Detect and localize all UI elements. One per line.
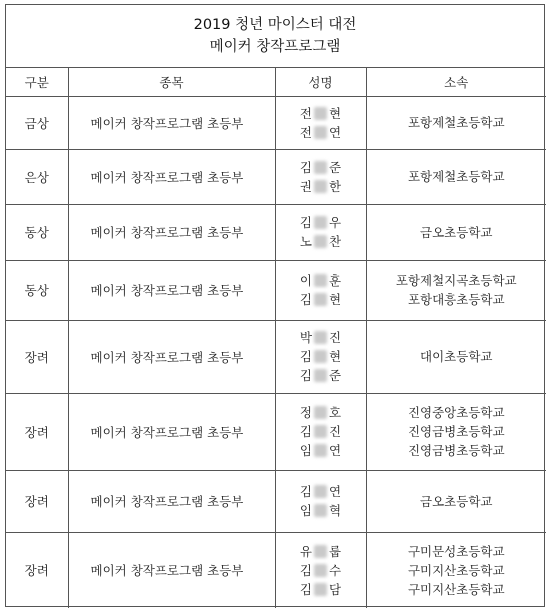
title-line-1: 2019 청년 마이스터 대전 bbox=[193, 17, 357, 33]
event-cell: 메이커 창작프로그램 초등부 bbox=[68, 532, 275, 608]
award-cell: 장려 bbox=[6, 393, 68, 470]
redaction-blur bbox=[314, 369, 327, 382]
school-name: 포항제철초등학교 bbox=[407, 115, 505, 130]
redaction-blur bbox=[314, 564, 327, 577]
name-first-char: 김 bbox=[299, 215, 312, 230]
name-first-char: 권 bbox=[299, 178, 312, 194]
award-cell: 장려 bbox=[6, 320, 68, 393]
school-name: 금오초등학교 bbox=[420, 224, 493, 240]
table-body bbox=[6, 96, 546, 608]
school-name: 포항제철초등학교 bbox=[407, 169, 505, 184]
person-name bbox=[300, 581, 341, 598]
name-last-char: 연 bbox=[329, 443, 342, 458]
table-row bbox=[6, 96, 546, 149]
award-cell: 금상 bbox=[6, 96, 68, 149]
name-first-char: 임 bbox=[299, 443, 312, 458]
name-last-char: 현 bbox=[329, 105, 342, 121]
name-last-char: 혁 bbox=[329, 503, 342, 518]
name-first-char: 김 bbox=[299, 159, 312, 175]
table-row bbox=[6, 260, 546, 320]
names-cell bbox=[275, 470, 366, 532]
names-cell bbox=[275, 96, 366, 149]
redaction-blur bbox=[314, 235, 327, 248]
names-cell bbox=[275, 532, 366, 608]
person-name bbox=[300, 329, 341, 346]
person-name bbox=[300, 159, 341, 176]
name-first-char: 김 bbox=[299, 581, 312, 597]
name-first-char: 정 bbox=[299, 405, 312, 420]
school-name: 금오초등학교 bbox=[420, 493, 493, 509]
school-cell bbox=[366, 532, 546, 608]
school-cell bbox=[366, 470, 546, 532]
person-name bbox=[300, 178, 341, 195]
school-name: 포항대흥초등학교 bbox=[407, 292, 505, 307]
redaction-blur bbox=[314, 545, 327, 558]
award-cell: 장려 bbox=[6, 532, 68, 608]
name-first-char: 김 bbox=[299, 562, 312, 578]
person-name bbox=[300, 502, 341, 519]
name-first-char: 임 bbox=[299, 503, 312, 518]
school-cell bbox=[366, 260, 546, 320]
redaction-blur bbox=[314, 274, 327, 287]
name-first-char: 전 bbox=[299, 124, 312, 140]
redaction-blur bbox=[314, 583, 327, 596]
name-last-char: 우 bbox=[329, 215, 342, 230]
name-last-char: 연 bbox=[329, 124, 342, 140]
name-last-char: 호 bbox=[329, 405, 342, 420]
redaction-blur bbox=[314, 126, 327, 139]
names-cell bbox=[275, 320, 366, 393]
names-cell bbox=[275, 149, 366, 204]
table-header-row bbox=[6, 68, 546, 96]
award-sheet bbox=[5, 4, 545, 607]
name-last-char: 훈 bbox=[329, 273, 342, 288]
person-name bbox=[300, 214, 341, 231]
school-cell bbox=[366, 149, 546, 204]
school-name: 포항제철지곡초등학교 bbox=[395, 273, 517, 288]
redaction-blur bbox=[314, 216, 327, 229]
redaction-blur bbox=[314, 406, 327, 419]
name-first-char: 김 bbox=[299, 424, 312, 439]
redaction-blur bbox=[314, 293, 327, 306]
table-row bbox=[6, 532, 546, 608]
person-name bbox=[300, 124, 341, 141]
school-name: 구미문성초등학교 bbox=[407, 543, 505, 559]
person-name bbox=[300, 562, 341, 579]
award-cell: 장려 bbox=[6, 470, 68, 532]
person-name bbox=[300, 291, 341, 308]
school-name: 진영중앙초등학교 bbox=[407, 405, 505, 420]
name-first-char: 유 bbox=[299, 543, 312, 559]
person-name bbox=[300, 483, 341, 500]
redaction-blur bbox=[314, 180, 327, 193]
table-row bbox=[6, 470, 546, 532]
event-cell: 메이커 창작프로그램 초등부 bbox=[68, 204, 275, 260]
redaction-blur bbox=[314, 485, 327, 498]
award-cell: 동상 bbox=[6, 204, 68, 260]
title-line-2: 메이커 창작프로그램 bbox=[209, 39, 341, 55]
table-row bbox=[6, 320, 546, 393]
award-table bbox=[6, 68, 546, 608]
redaction-blur bbox=[314, 425, 327, 438]
event-cell: 메이커 창작프로그램 초등부 bbox=[68, 470, 275, 532]
name-first-char: 김 bbox=[299, 368, 312, 383]
person-name bbox=[300, 404, 341, 421]
names-cell bbox=[275, 260, 366, 320]
name-last-char: 연 bbox=[329, 484, 342, 499]
name-first-char: 박 bbox=[299, 330, 312, 345]
school-name: 구미지산초등학교 bbox=[407, 562, 505, 578]
redaction-blur bbox=[314, 107, 327, 120]
school-name: 진영금병초등학교 bbox=[407, 443, 505, 458]
name-last-char: 준 bbox=[329, 368, 342, 383]
person-name bbox=[300, 233, 341, 250]
name-last-char: 현 bbox=[329, 292, 342, 307]
header-school: 소속 bbox=[366, 68, 546, 96]
event-cell: 메이커 창작프로그램 초등부 bbox=[68, 149, 275, 204]
name-first-char: 김 bbox=[299, 484, 312, 499]
redaction-blur bbox=[314, 504, 327, 517]
redaction-blur bbox=[314, 161, 327, 174]
award-cell: 은상 bbox=[6, 149, 68, 204]
name-last-char: 찬 bbox=[329, 234, 342, 249]
name-last-char: 수 bbox=[329, 562, 342, 578]
name-last-char: 현 bbox=[329, 349, 342, 364]
name-last-char: 룹 bbox=[329, 543, 342, 559]
event-cell: 메이커 창작프로그램 초등부 bbox=[68, 320, 275, 393]
event-cell: 메이커 창작프로그램 초등부 bbox=[68, 393, 275, 470]
name-first-char: 노 bbox=[299, 234, 312, 249]
name-last-char: 한 bbox=[329, 178, 342, 194]
school-name: 구미지산초등학교 bbox=[407, 581, 505, 597]
name-last-char: 담 bbox=[329, 581, 342, 597]
person-name bbox=[300, 442, 341, 459]
school-cell bbox=[366, 204, 546, 260]
person-name bbox=[300, 348, 341, 365]
table-row bbox=[6, 204, 546, 260]
event-cell: 메이커 창작프로그램 초등부 bbox=[68, 260, 275, 320]
person-name bbox=[300, 272, 341, 289]
award-cell: 동상 bbox=[6, 260, 68, 320]
school-name: 대이초등학교 bbox=[420, 349, 493, 364]
event-cell: 메이커 창작프로그램 초등부 bbox=[68, 96, 275, 149]
school-name: 진영금병초등학교 bbox=[407, 424, 505, 439]
person-name bbox=[300, 105, 341, 122]
title-box bbox=[6, 5, 544, 68]
name-last-char: 진 bbox=[329, 424, 342, 439]
header-award: 구분 bbox=[6, 68, 68, 96]
table-row bbox=[6, 149, 546, 204]
redaction-blur bbox=[314, 350, 327, 363]
name-last-char: 진 bbox=[329, 330, 342, 345]
table-row bbox=[6, 393, 546, 470]
header-event: 종목 bbox=[68, 68, 275, 96]
name-first-char: 전 bbox=[299, 105, 312, 121]
person-name bbox=[300, 423, 341, 440]
name-first-char: 이 bbox=[299, 273, 312, 288]
name-first-char: 김 bbox=[299, 349, 312, 364]
person-name bbox=[300, 543, 341, 560]
school-cell bbox=[366, 96, 546, 149]
names-cell bbox=[275, 204, 366, 260]
header-name: 성명 bbox=[275, 68, 366, 96]
name-last-char: 준 bbox=[329, 159, 342, 175]
school-cell bbox=[366, 320, 546, 393]
redaction-blur bbox=[314, 331, 327, 344]
name-first-char: 김 bbox=[299, 292, 312, 307]
person-name bbox=[300, 367, 341, 384]
redaction-blur bbox=[314, 444, 327, 457]
names-cell bbox=[275, 393, 366, 470]
school-cell bbox=[366, 393, 546, 470]
